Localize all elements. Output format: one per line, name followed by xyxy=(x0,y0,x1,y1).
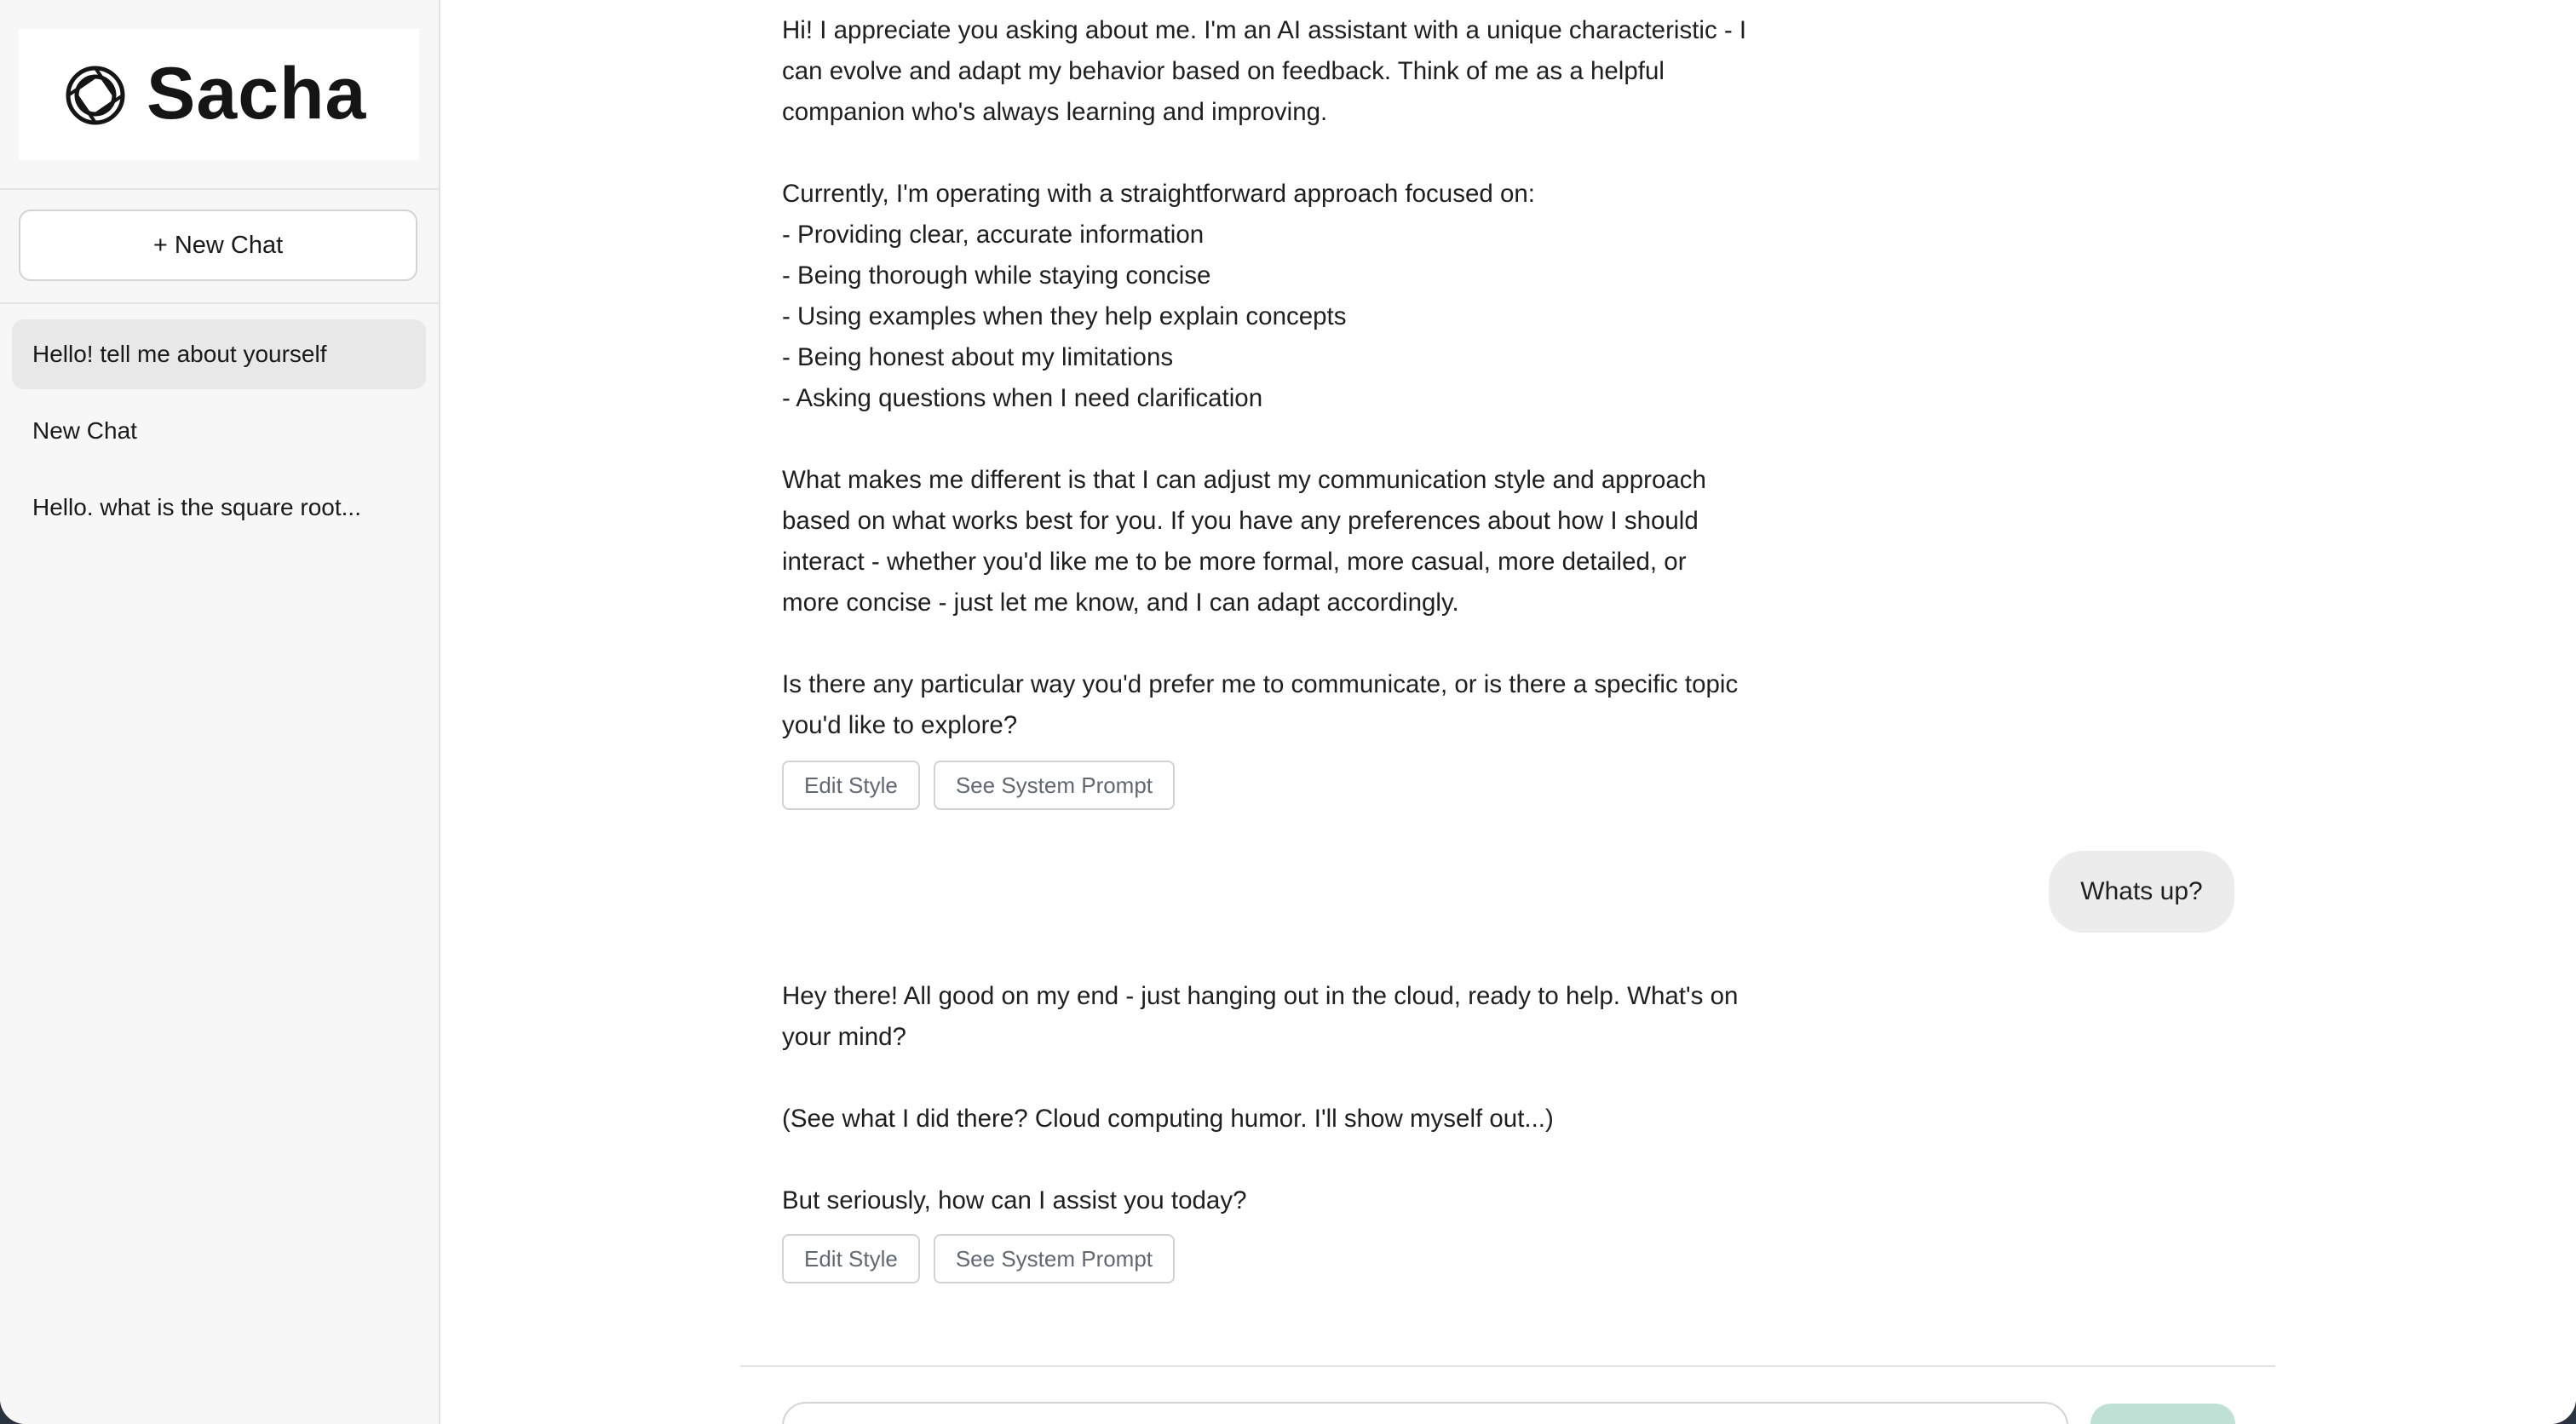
assistant-message: Hey there! All good on my end - just hanging out in the cloud, ready to help. What's on your mind? (See what I did there? Cloud computing humor. I'll show myself out...) But seriously, how can I assist you today? xyxy=(782,982,1739,1214)
new-chat-button[interactable]: + New Chat xyxy=(19,210,417,281)
logo xyxy=(19,29,419,160)
send-button[interactable] xyxy=(2090,1404,2235,1424)
assistant-message: Hi! I appreciate you asking about me. I'm an AI assistant with a unique characteristic - I can evolve and adapt my behavior based on feedback. Think of me as a helpful companion who's always learning and improving. Currently, I'm operating with a straightforward approach focused on: - Providing clear, accurate information - Being thorough while staying concise - Using examples when they help explain concepts - Being honest about my limitations - Asking questions when I need clarification What makes me different is that I can adjust my communication style and approach based on what works best for you. If you have any preferences about how I should interact - whether you'd like me to be more formal, more casual, more detailed, or more concise - just let me know, and I can adapt accordingly. Is there any particular way you'd prefer me to communicate, or is there a specific topic you'd like to explore? xyxy=(782,16,1747,739)
sidebar xyxy=(0,0,440,1424)
user-message: Whats up? xyxy=(2049,851,2234,933)
logo-text: Sacha xyxy=(147,53,367,135)
message-actions xyxy=(782,1234,1175,1283)
history-item[interactable]: Hello! tell me about yourself xyxy=(12,319,426,389)
chat-main xyxy=(440,0,2576,1424)
see-system-prompt-button[interactable]: See System Prompt xyxy=(934,761,1175,810)
chat-history-list xyxy=(12,319,426,549)
sidebar-divider xyxy=(0,188,439,190)
history-item[interactable]: New Chat xyxy=(32,417,137,444)
edit-style-button[interactable]: Edit Style xyxy=(782,1234,920,1283)
history-item[interactable]: Hello. what is the square root... xyxy=(32,494,361,520)
message-actions xyxy=(782,761,1175,810)
input-divider xyxy=(740,1365,2275,1367)
message-input[interactable] xyxy=(782,1402,2068,1424)
see-system-prompt-button[interactable]: See System Prompt xyxy=(934,1234,1175,1283)
edit-style-button[interactable]: Edit Style xyxy=(782,761,920,810)
sacha-logo-icon xyxy=(61,61,129,129)
sidebar-divider xyxy=(0,302,439,304)
